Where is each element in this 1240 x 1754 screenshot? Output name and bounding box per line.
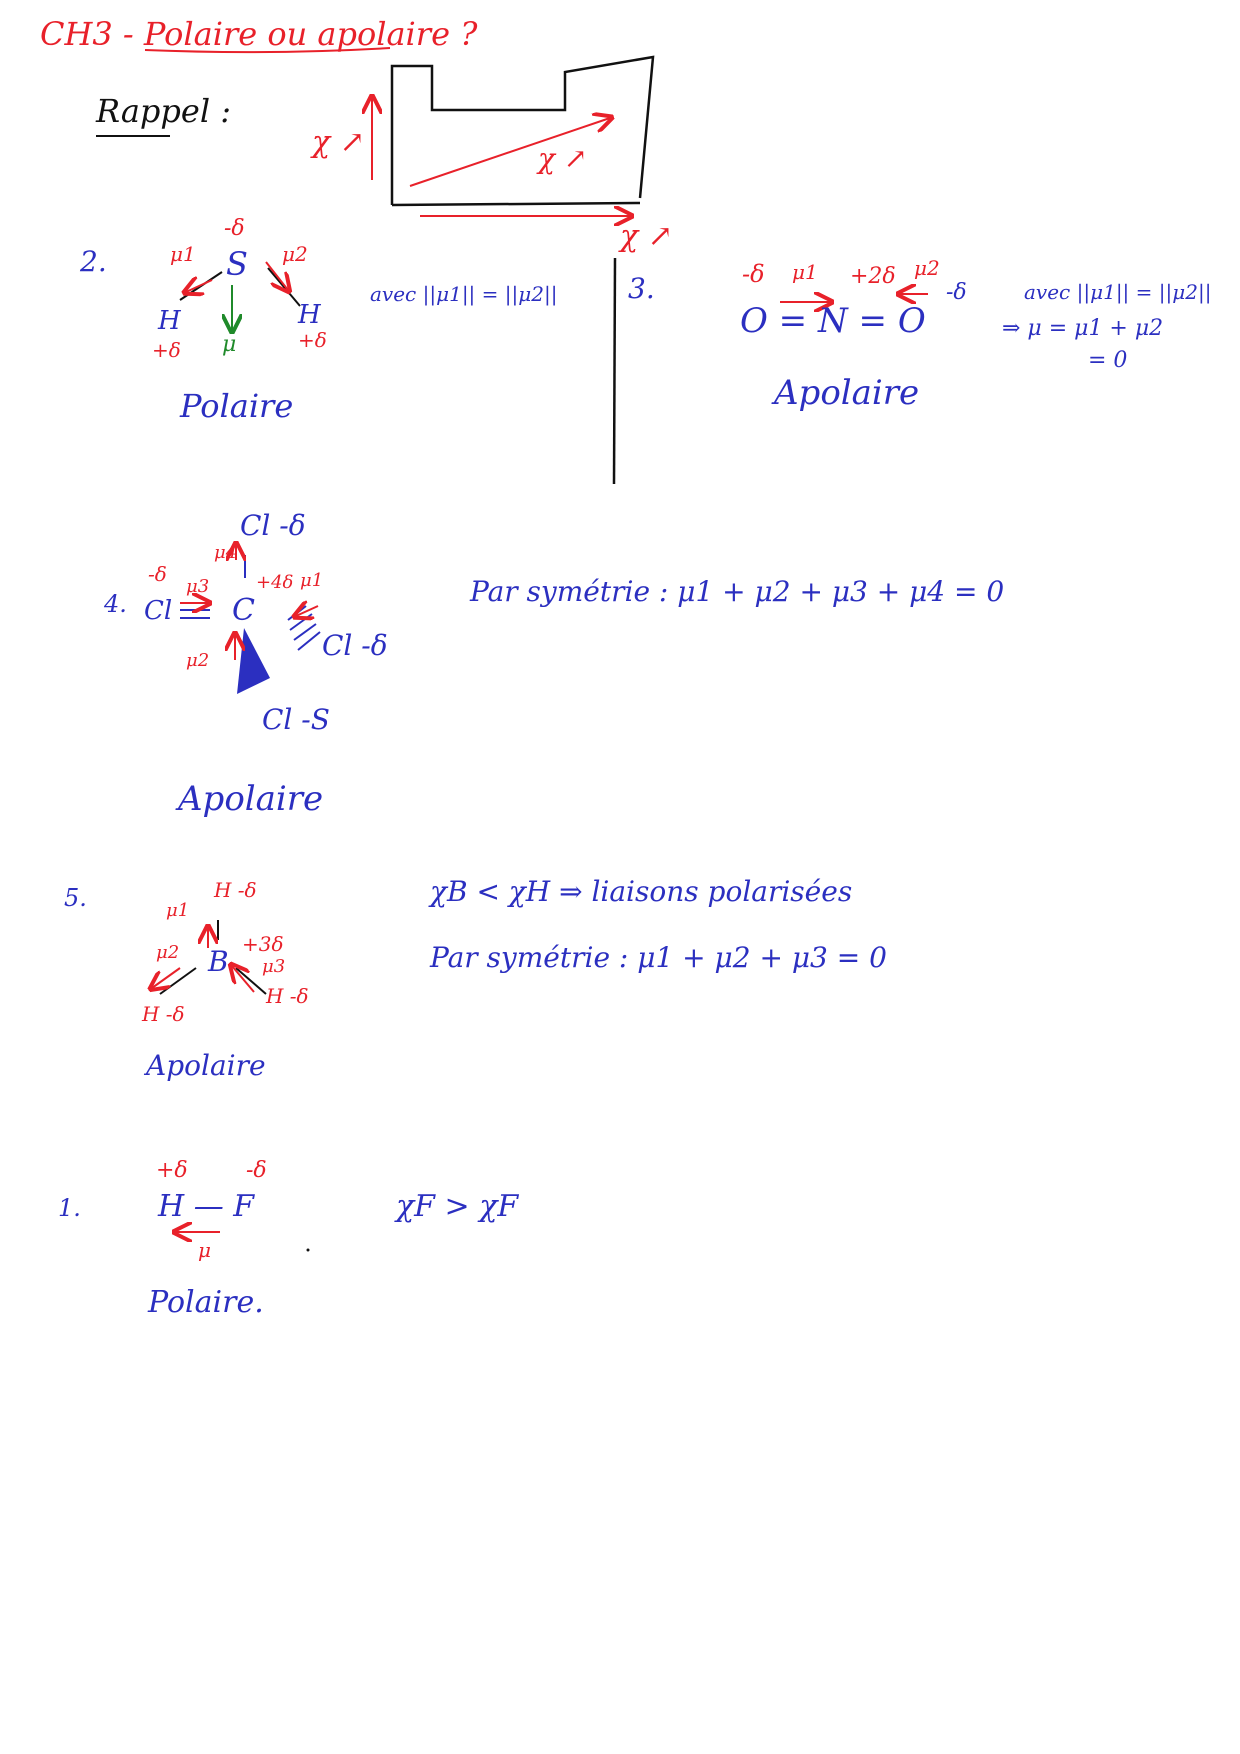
- symmetry-relation: Par symétrie : μ1 + μ2 + μ3 + μ4 = 0: [470, 575, 1005, 608]
- norm-relation: avec ||μ1|| = ||μ2||: [370, 282, 558, 306]
- page-title: CH3 - Polaire ou apolaire ?: [40, 15, 478, 53]
- sum-relation: ⇒ μ = μ1 + μ2: [1002, 316, 1164, 341]
- verdict: Apolaire: [774, 373, 920, 413]
- partial-charge: +2δ: [850, 264, 896, 289]
- verdict: Polaire.: [148, 1285, 264, 1320]
- partial-charge: +δ: [156, 1158, 188, 1183]
- atom-c: C: [232, 593, 255, 628]
- atom-cl: Cl -δ: [240, 509, 306, 542]
- symmetry-relation: Par symétrie : μ1 + μ2 + μ3 = 0: [430, 941, 887, 974]
- dipole-mu3: μ3: [262, 956, 286, 977]
- partial-charge: +4δ: [256, 572, 294, 593]
- verdict: Apolaire: [178, 779, 324, 819]
- atom-cl: Cl -δ: [322, 629, 388, 662]
- partial-charge: +δ: [152, 338, 181, 362]
- electronegativity-relation: χF > χF: [396, 1189, 519, 1224]
- verdict: Polaire: [180, 387, 294, 425]
- exercise-number: 1.: [58, 1194, 81, 1222]
- partial-charge: +δ: [298, 328, 327, 352]
- atom-cl: Cl: [144, 596, 173, 626]
- electronegativity-relation: χB < χH ⇒ liaisons polarisées: [430, 875, 853, 908]
- exercise-number: 2.: [80, 245, 107, 278]
- dipole-mu2: μ2: [186, 650, 210, 671]
- dipole-mu3: μ3: [186, 576, 210, 597]
- verdict: Apolaire: [146, 1049, 266, 1082]
- sum-zero: = 0: [1088, 348, 1128, 373]
- atom-h: H: [158, 306, 181, 336]
- partial-charge: -δ: [742, 260, 765, 288]
- dipole-mu2: μ2: [914, 256, 940, 280]
- partial-charge: -δ: [224, 216, 245, 241]
- dipole-mu1: μ1: [166, 900, 190, 921]
- atom-h: H: [298, 300, 321, 330]
- dipole-mu: μ: [198, 1238, 211, 1262]
- molecule-formula: O = N = O: [740, 301, 926, 341]
- dipole-mu2: μ2: [156, 942, 180, 963]
- dipole-mu2: μ2: [282, 242, 308, 266]
- atom-b: B: [208, 945, 229, 978]
- chi-diagonal-label: χ ↗: [538, 142, 588, 175]
- dipole-mu1: μ1: [170, 242, 196, 266]
- dipole-mu-total: μ: [222, 332, 237, 357]
- rappel-heading: Rappel :: [96, 92, 231, 130]
- chi-horizontal-label: χ ↗: [620, 219, 673, 254]
- atom-h-left: H -δ: [142, 1002, 185, 1026]
- dipole-mu4: μ4: [214, 542, 238, 563]
- molecule-formula: H — F: [158, 1189, 255, 1224]
- atom-h-right: H -δ: [266, 984, 309, 1008]
- norm-relation: avec ||μ1|| = ||μ2||: [1024, 280, 1212, 304]
- partial-charge: -δ: [946, 280, 967, 305]
- atom-cl: Cl -S: [262, 703, 330, 736]
- atom-h-top: H -δ: [214, 878, 257, 902]
- partial-charge: +3δ: [242, 932, 284, 956]
- exercise-number: 3.: [628, 272, 655, 305]
- dipole-mu1: μ1: [300, 570, 324, 591]
- partial-charge: -δ: [148, 562, 167, 586]
- atom-s: S: [226, 245, 248, 283]
- chi-vertical-label: χ ↗: [312, 125, 365, 160]
- partial-charge: -δ: [246, 1158, 267, 1183]
- exercise-number: 5.: [64, 884, 87, 912]
- dipole-mu1: μ1: [792, 260, 818, 284]
- exercise-number: 4.: [104, 590, 127, 618]
